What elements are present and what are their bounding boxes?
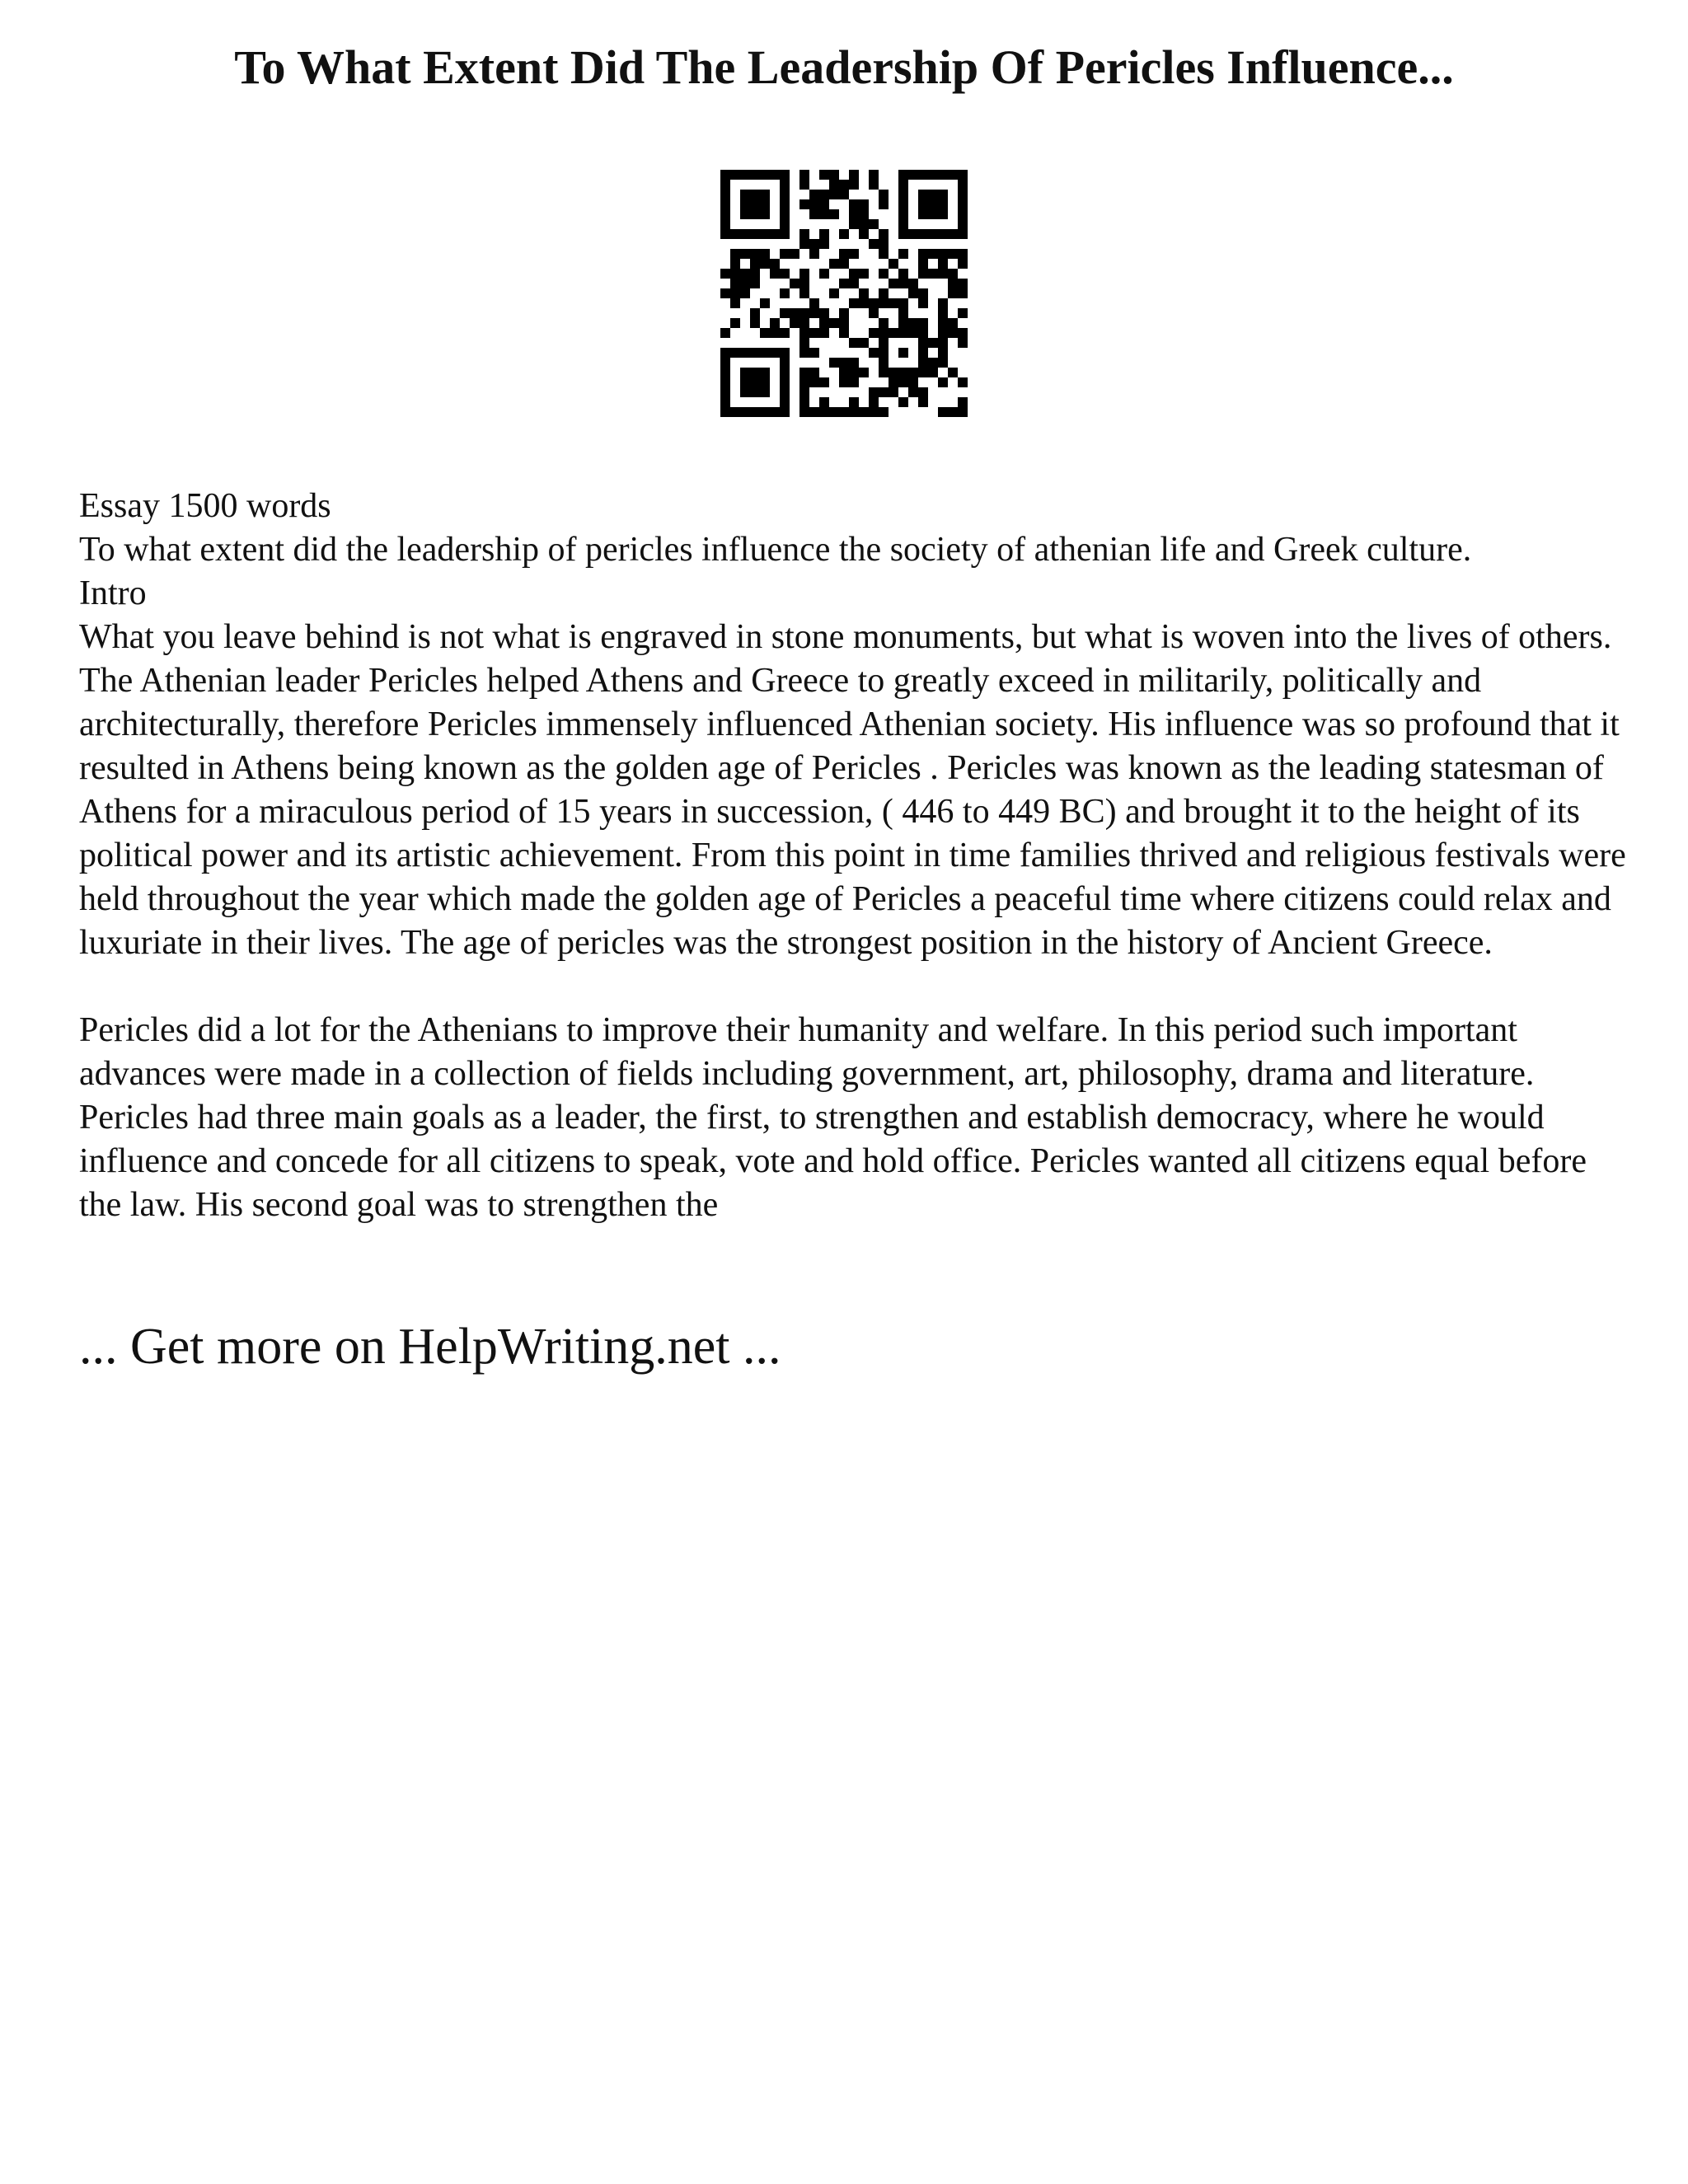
paragraph-spacer (79, 965, 1637, 1009)
essay-question: To what extent did the leadership of pericles influence the society of athenian life and Greek culture. (79, 531, 1472, 569)
page-title: To What Extent Did The Leadership Of Pericles Influence... (234, 40, 1454, 94)
paragraph: What you leave behind is not what is engraved in stone monuments, but what is woven into the lives of others. The Athenian leader Pericles helped Athens and Greece to greatly exceed in militarily, politically and architecturally, therefore Pericles immensely influenced Athenian society. His influence was so profound that it resulted in Athens being known as the golden age of Pericles . Pericles was known as the leading statesman of Athens for a miraculous period of 15 years in succession, ( 446 to 449 BC) and brought it to the height of its political power and its artistic achievement. From this point in time families thrived and religious festivals were held throughout the year which made the golden age of Pericles a peaceful time where citizens could relax and luxuriate in their lives. The age of pericles was the strongest position in the history of Ancient Greece. (79, 618, 1626, 962)
essay-body (79, 485, 1637, 1227)
qr-code-icon (720, 170, 968, 417)
get-more-link[interactable]: ... Get more on HelpWriting.net ... (79, 1319, 781, 1375)
section-label: Intro (79, 574, 147, 612)
paragraph: Pericles did a lot for the Athenians to improve their humanity and welfare. In this period such important advances were made in a collection of fields including government, art, philosophy, drama and literature. Pericles had three main goals as a leader, the first, to strengthen and establish democracy, where he would influence and concede for all citizens to speak, vote and hold office. Pericles wanted all citizens equal before the law. His second goal was to strengthen the (79, 1011, 1587, 1224)
essay-length: Essay 1500 words (79, 487, 331, 525)
